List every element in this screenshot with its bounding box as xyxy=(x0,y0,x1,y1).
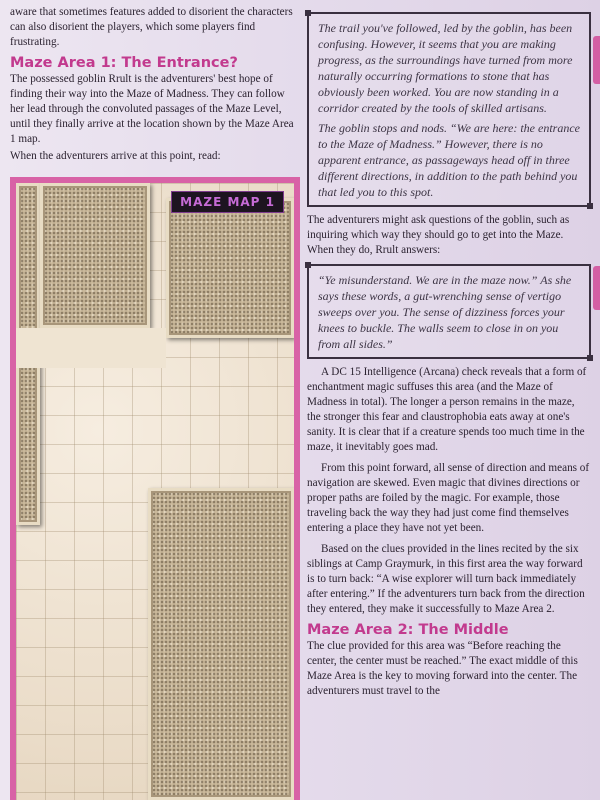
page-edge-tab-bottom xyxy=(593,266,600,310)
page-edge-tab-top xyxy=(593,36,600,84)
map-wall-center-block xyxy=(166,198,294,338)
maze-map xyxy=(16,183,294,800)
read-aloud-2-paragraph: “Ye misunderstand. We are in the maze now.” As she says these words, a gut-wrenching sense of vertigo sweeps over you. The sense of dizziness forces your knees to buckle. The walls seem to close in on you from all sides.” xyxy=(318,273,572,351)
maze-area-2-paragraph: The clue provided for this area was “Before reaching the center, the center must be reached.” The exact middle of this Maze Area is the key to moving forward into the center. The adventurers must travel to the xyxy=(307,640,578,697)
read-aloud-1-paragraph-1: The trail you've followed, led by the goblin, has been confusing. However, it seems that you are making progress, as the surroundings have turned from more naturally occurring formations to stone that has obviously been worked. You are now standing in a corridor created by the tools of skilled artisans. xyxy=(318,21,573,115)
left-column xyxy=(10,0,300,164)
navigation-paragraph: From this point forward, all sense of direction and means of navigation are skewed. Even magic that divines directions or proper paths are foiled by the magic. For example, those traveling back the way they had just come find themselves entering a place they have not yet been. xyxy=(307,462,590,534)
maze-map-frame xyxy=(10,177,300,800)
read-aloud-1-paragraph-2: The goblin stops and nods. “We are here: the entrance to the Maze of Madness.” However, there is no apparent entrance, as passageways head off in three different directions, in addition to the path behind you that led you to this spot. xyxy=(318,121,580,199)
maze-area-1-paragraph: The possessed goblin Rrult is the adventurers' best hope of finding their way into the Maze of Madness. They can follow her lead through the convoluted passages of the Maze Level, until they finally arrive at the location shown by the Maze Area 1 map. xyxy=(10,73,294,145)
map-wall-left-step xyxy=(16,328,166,368)
intro-text: aware that sometimes features added to disorient the characters can also disorient the players, which some players find frustrating. xyxy=(10,6,293,48)
maze-area-2-heading: Maze Area 2: The Middle xyxy=(307,622,509,638)
read-aloud-box-1 xyxy=(307,12,591,207)
map-label: MAZE MAP 1 xyxy=(171,191,284,213)
clues-paragraph: Based on the clues provided in the lines recited by the six siblings at Camp Graymurk, in this first area the way forward is to turn back: “A wise explorer will turn back immediately after entering.” If the adventurers turn back from the direction they entered, they make it successfully to Maze Area 2. xyxy=(307,543,585,615)
read-aloud-box-2 xyxy=(307,264,591,359)
read-prompt: When the adventurers arrive at this point, read: xyxy=(10,150,221,162)
right-column xyxy=(307,0,591,699)
ask-goblin-paragraph: The adventurers might ask questions of the goblin, such as inquiring which way they should go to get into the Maze. When they do, Rrult answers: xyxy=(307,214,570,256)
dc-check-paragraph: A DC 15 Intelligence (Arcana) check reveals that a form of enchantment magic suffuses this area (and the Maze of Madness in total). The longer a person remains in the maze, the stronger this fear and claustrophobia eats away at one's sanity. It is clear that if a creature spends too much time in the maze, it inevitably goes mad. xyxy=(307,366,587,453)
map-wall-top-mid xyxy=(40,183,150,328)
map-wall-right-long xyxy=(148,488,294,800)
maze-area-1-heading: Maze Area 1: The Entrance? xyxy=(10,55,238,71)
